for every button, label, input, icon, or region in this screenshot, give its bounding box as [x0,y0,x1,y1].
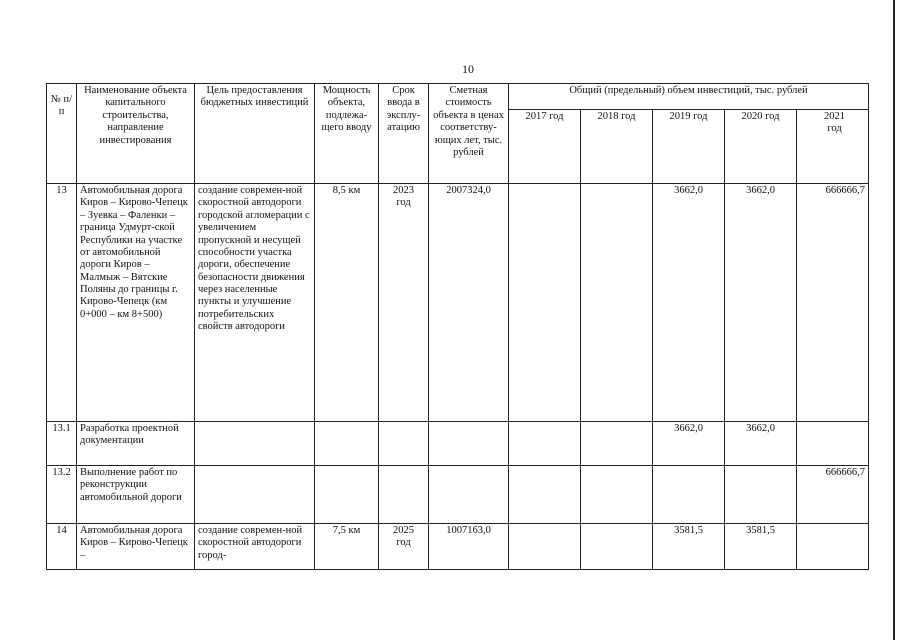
row-2019: 3662,0 [653,184,725,422]
row-term [379,422,429,466]
page-edge-rule [893,0,895,640]
header-cost: Сметная стоимость объекта в ценах соответству-ющих лет, тыс. рублей [429,84,509,184]
row-cost: 2007324,0 [429,184,509,422]
header-year-2018: 2018 год [581,110,653,184]
header-name: Наименование объекта капитального строительства, направление инвестирования [77,84,195,184]
row-capacity: 7,5 км [315,524,379,570]
row-2018 [581,524,653,570]
row-2021: 666666,7 [797,466,869,524]
header-year-2019: 2019 год [653,110,725,184]
row-term [379,466,429,524]
table-header-row [47,84,869,110]
row-2017 [509,422,581,466]
table-row [47,466,869,524]
row-2018 [581,184,653,422]
row-2017 [509,184,581,422]
row-term: 2025 год [379,524,429,570]
row-capacity: 8,5 км [315,184,379,422]
row-purpose [195,466,315,524]
row-purpose [195,422,315,466]
row-2018 [581,466,653,524]
table-row [47,184,869,422]
header-investment: Общий (предельный) объем инвестиций, тыс. рублей [509,84,869,110]
row-no: 13 [47,184,77,422]
row-purpose: создание современ-ной скоростной автодороги городской агломерации с увеличением пропускной и несущей способности участка дороги, обеспечение безопасности движения через населенные пункты и улучшение потребительских свойств автодороги [195,184,315,422]
row-2020: 3662,0 [725,184,797,422]
row-2020: 3662,0 [725,422,797,466]
row-2021: 666666,7 [797,184,869,422]
row-purpose: создание современ-ной скоростной автодороги город- [195,524,315,570]
row-2017 [509,466,581,524]
row-cost: 1007163,0 [429,524,509,570]
header-capacity: Мощность объекта, подлежа-щего вводу [315,84,379,184]
row-no: 13.2 [47,466,77,524]
page-number: 10 [462,62,474,76]
row-cost [429,466,509,524]
row-cost [429,422,509,466]
header-term: Срок ввода в эксплу-атацию [379,84,429,184]
row-2019: 3662,0 [653,422,725,466]
row-2018 [581,422,653,466]
row-capacity [315,466,379,524]
row-2019 [653,466,725,524]
header-purpose: Цель предоставления бюджетных инвестиций [195,84,315,184]
header-year-2017: 2017 год [509,110,581,184]
row-2020 [725,466,797,524]
row-no: 14 [47,524,77,570]
row-capacity [315,422,379,466]
row-2021 [797,524,869,570]
header-year-2020: 2020 год [725,110,797,184]
row-2019: 3581,5 [653,524,725,570]
row-name: Автомобильная дорога Киров – Кирово-Чепецк – Зуевка – Фаленки – граница Удмурт-ской Республики на участке от автомобильной дороги Киров – Малмыж – Вятские Поляны до границы г. Кирово-Чепецк (км 0+000 – км 8+500) [77,184,195,422]
header-no: № п/п [47,84,77,184]
row-name: Разработка проектной документации [77,422,195,466]
row-2020: 3581,5 [725,524,797,570]
header-year-2021: 2021 год [797,110,869,184]
row-no: 13.1 [47,422,77,466]
row-term: 2023 год [379,184,429,422]
investment-table [46,83,869,570]
row-name: Выполнение работ по реконструкции автомобильной дороги [77,466,195,524]
table-row [47,524,869,570]
row-name: Автомобильная дорога Киров – Кирово-Чепецк – [77,524,195,570]
row-2021 [797,422,869,466]
table-row [47,422,869,466]
row-2017 [509,524,581,570]
